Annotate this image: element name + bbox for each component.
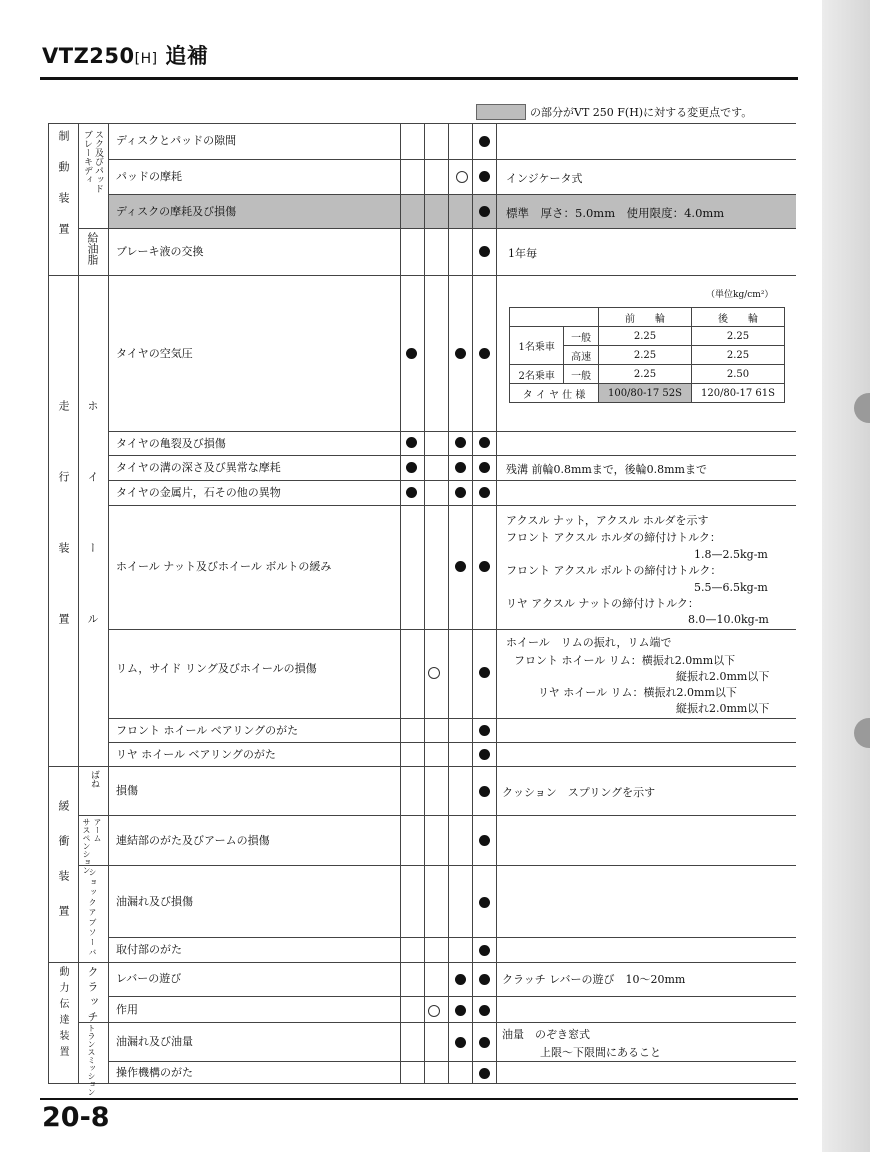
page-number: 20-8 — [42, 1102, 110, 1133]
note-text: 1年毎 — [508, 247, 537, 260]
inspect-dot — [479, 667, 490, 678]
rim-note: リヤ ホイール リム：横振れ2.0mm以下 — [538, 686, 737, 699]
inspect-dot — [406, 437, 417, 448]
inspect-dot — [479, 786, 490, 797]
item-text: ディスクの摩耗及び損傷 — [116, 205, 237, 218]
inspect-dot — [406, 348, 417, 359]
inspect-dot — [479, 1037, 490, 1048]
nut-note: フロント アクスル ホルダの締付けトルク： — [506, 531, 721, 544]
item-text: フロント ホイール ベアリングのがた — [116, 724, 299, 737]
note-text: 標準 厚さ：5.0mm 使用限度：4.0mm — [506, 206, 725, 220]
item-text: 油漏れ及び損傷 — [116, 895, 193, 908]
item-text: 操作機構のがた — [116, 1066, 193, 1079]
item-text: リヤ ホイール ベアリングのがた — [116, 748, 276, 761]
item-text: タイヤの金属片，石その他の異物 — [116, 486, 281, 499]
rim-note: フロント ホイール リム：横振れ2.0mm以下 — [514, 654, 736, 667]
inspect-dot — [479, 897, 490, 908]
cell-value: 2.25 — [692, 346, 785, 365]
inspect-dot — [455, 437, 466, 448]
item-text: ディスクとパッドの隙間 — [116, 134, 237, 147]
item-text: 油漏れ及び油量 — [116, 1035, 193, 1048]
category-transmission-text: 動力伝達装置 — [57, 966, 68, 1062]
note-text: 上限～下限間にあること — [540, 1046, 661, 1059]
rider1-label: 1名乗車 — [510, 327, 564, 365]
nut-note: アクスル ナット，アクスル ホルダを示す — [506, 514, 709, 527]
inspect-dot — [455, 1005, 466, 1016]
inspect-dot — [479, 437, 490, 448]
subcat-wheel: ホイール — [86, 400, 99, 684]
item-text: パッドの摩耗 — [116, 170, 182, 183]
normal-label: 一般 — [564, 365, 599, 384]
item-text: タイヤの溝の深さ及び異常な摩耗 — [116, 461, 281, 474]
item-text: レバーの遊び — [116, 972, 182, 985]
model-name: VTZ250 — [42, 44, 135, 68]
inspect-dot — [479, 725, 490, 736]
cell-value: 2.25 — [599, 327, 692, 346]
category-running-text: 走行装置 — [57, 400, 70, 684]
subcat-brake-disk: スク及びパッド — [93, 130, 103, 193]
note-text: 残溝 前輪0.8mmまで，後輪0.8mmまで — [506, 463, 707, 476]
inspect-dot — [479, 136, 490, 147]
item-text: ブレーキ液の交換 — [116, 245, 204, 258]
category-transmission — [55, 966, 71, 1062]
tire-spec-label: タ イ ヤ 仕 様 — [510, 384, 599, 403]
subcat-brake-fluid: 給油脂 — [86, 232, 99, 265]
inspect-dot — [479, 1005, 490, 1016]
note-text: インジケータ式 — [506, 172, 583, 185]
category-suspension — [55, 800, 71, 940]
item-text: 連結部のがた及びアームの損傷 — [116, 834, 270, 847]
inspect-dot — [455, 487, 466, 498]
category-brake-text: 制動装置 — [57, 130, 70, 254]
inspect-dot — [479, 974, 490, 985]
item-text: タイヤの亀裂及び損傷 — [116, 437, 226, 450]
inspect-dot — [479, 835, 490, 846]
category-suspension-text: 緩衝装置 — [57, 800, 70, 940]
category-running — [55, 400, 71, 684]
note-text: クッション スプリングを示す — [502, 786, 656, 799]
inspect-dot — [479, 206, 490, 217]
subcat-brake-disk2: ブレーキディ — [82, 130, 92, 184]
cell-value: 2.25 — [692, 327, 785, 346]
inspect-circle — [428, 667, 440, 679]
inspect-dot — [479, 487, 490, 498]
inspect-dot — [455, 561, 466, 572]
subcat-clutch: クラッチ — [86, 966, 99, 1026]
inspect-dot — [479, 1068, 490, 1079]
inspect-dot — [479, 246, 490, 257]
inspect-dot — [406, 487, 417, 498]
item-text: ホイール ナット及びホイール ボルトの緩み — [116, 560, 332, 573]
highspeed-label: 高速 — [564, 346, 599, 365]
inspect-dot — [479, 348, 490, 359]
inspect-dot — [479, 749, 490, 760]
rim-note: 縦振れ2.0mm以下 — [676, 702, 770, 715]
inspect-dot — [479, 171, 490, 182]
pressure-unit: （単位kg/cm²） — [706, 290, 774, 300]
tire-spec-rear: 120/80-17 61S — [692, 384, 785, 403]
subcat-susp-arm2: サスペンション — [82, 818, 91, 874]
cell-value: 2.25 — [599, 346, 692, 365]
item-text: 作用 — [116, 1003, 138, 1016]
subcat-spring: ばね — [89, 770, 99, 788]
item-text: タイヤの空気圧 — [116, 347, 193, 360]
item-text: 損傷 — [116, 784, 138, 797]
cell-value: 2.25 — [599, 365, 692, 384]
footer-rule — [40, 1098, 798, 1100]
nut-note: 8.0—10.0kg-m — [688, 613, 769, 626]
inspect-circle — [428, 1005, 440, 1017]
col-header-front: 前 輪 — [599, 308, 692, 327]
note-text: 油量 のぞき窓式 — [502, 1028, 590, 1041]
inspect-dot — [455, 1037, 466, 1048]
nut-note: リヤ アクスル ナットの締付けトルク： — [506, 597, 699, 610]
inspect-dot — [479, 945, 490, 956]
category-brake — [55, 130, 71, 254]
item-text: リム，サイド リング及びホイールの損傷 — [116, 662, 317, 675]
nut-note: 1.8—2.5kg-m — [694, 548, 768, 561]
cell-value: 2.50 — [692, 365, 785, 384]
inspect-dot — [455, 462, 466, 473]
tire-spec-front: 100/80-17 52S — [599, 384, 692, 403]
rim-note: ホイール リムの振れ，リム端で — [506, 636, 672, 649]
subcat-shock: ショックアブソーバ — [88, 868, 97, 958]
model-variant: [H] — [134, 51, 158, 67]
rim-note: 縦振れ2.0mm以下 — [676, 670, 770, 683]
inspect-dot — [455, 348, 466, 359]
inspect-dot — [406, 462, 417, 473]
inspect-dot — [455, 974, 466, 985]
inspect-circle — [456, 171, 468, 183]
header-title: 追補 — [165, 44, 209, 68]
tire-pressure-table — [509, 307, 785, 403]
nut-note: フロント アクスル ボルトの締付けトルク： — [506, 564, 722, 577]
legend-text: の部分がVT 250 F(H)に対する変更点です。 — [530, 106, 753, 119]
inspect-dot — [479, 462, 490, 473]
subcat-trans: トランスミッション — [87, 1024, 96, 1096]
rider2-label: 2名乗車 — [510, 365, 564, 384]
inspect-dot — [479, 561, 490, 572]
col-header-rear: 後 輪 — [692, 308, 785, 327]
nut-note: 5.5—6.5kg-m — [694, 581, 768, 594]
normal-label: 一般 — [564, 327, 599, 346]
item-text: 取付部のがた — [116, 943, 182, 956]
subcat-susp-arm: アーム — [93, 818, 102, 842]
note-text: クラッチ レバーの遊び 10～20mm — [502, 973, 686, 986]
